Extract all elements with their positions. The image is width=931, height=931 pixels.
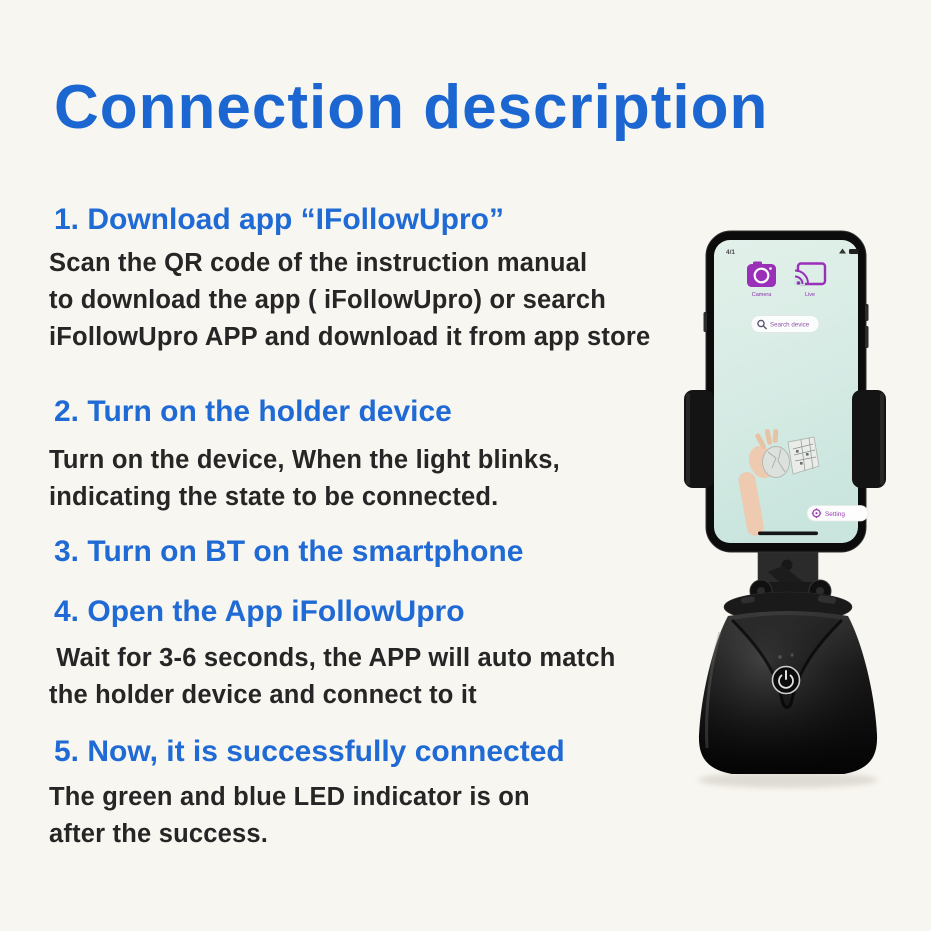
base-shadow <box>698 772 878 788</box>
camera-label: Camera <box>751 292 772 298</box>
product-photo-holder-device <box>620 200 931 820</box>
step-2-line-1: Turn on the device, When the light blinks, <box>49 446 560 474</box>
phone-clamp-left <box>684 390 714 488</box>
camera-icon <box>747 262 776 288</box>
smartphone <box>704 231 869 552</box>
phone-side-button-left <box>704 312 708 332</box>
step-5-body <box>49 779 530 853</box>
search-device-pill <box>751 316 819 333</box>
step-4-heading: 4. Open the App iFollowUpro <box>54 595 465 628</box>
setting-label: Setting <box>825 511 845 518</box>
phone-clamp-right <box>852 390 886 488</box>
home-indicator-bar <box>758 532 818 536</box>
step-4-body <box>49 640 616 714</box>
step-5-line-2: after the success. <box>49 820 269 848</box>
live-label: Live <box>804 292 816 298</box>
holder-base <box>699 611 877 774</box>
step-1-line-2: to download the app ( iFollowUpro) or search <box>49 286 607 314</box>
step-2-body <box>49 442 560 516</box>
power-button <box>773 667 800 694</box>
step-3-heading: 3. Turn on BT on the smartphone <box>54 535 524 568</box>
page-title: Connection description <box>54 73 769 142</box>
step-4-line-1: Wait for 3-6 seconds, the APP will auto match <box>49 644 616 672</box>
step-4-line-2: the holder device and connect to it <box>49 681 477 709</box>
led-indicator-1 <box>778 655 781 658</box>
step-5-heading: 5. Now, it is successfully connected <box>54 735 565 768</box>
step-2-line-2: indicating the state to be connected. <box>49 483 499 511</box>
status-time: 4/1 <box>726 249 736 256</box>
step-5-line-1: The green and blue LED indicator is on <box>49 783 530 811</box>
step-2-heading: 2. Turn on the holder device <box>54 395 452 428</box>
step-1-heading: 1. Download app “IFollowUpro” <box>54 203 504 236</box>
phone-screen <box>714 240 858 543</box>
holder-device-illustration <box>620 200 931 820</box>
phone-side-button-right <box>865 304 869 321</box>
search-device-text: Search device <box>770 321 810 329</box>
step-1-line-1: Scan the QR code of the instruction manual <box>49 249 588 277</box>
step-1-line-3: iFollowUpro APP and download it from app store <box>49 323 651 351</box>
step-1-body <box>49 245 650 356</box>
battery-icon <box>849 249 859 254</box>
setting-pill <box>807 506 868 522</box>
led-indicator-2 <box>790 653 793 656</box>
phone-side-button-right-2 <box>865 326 869 348</box>
